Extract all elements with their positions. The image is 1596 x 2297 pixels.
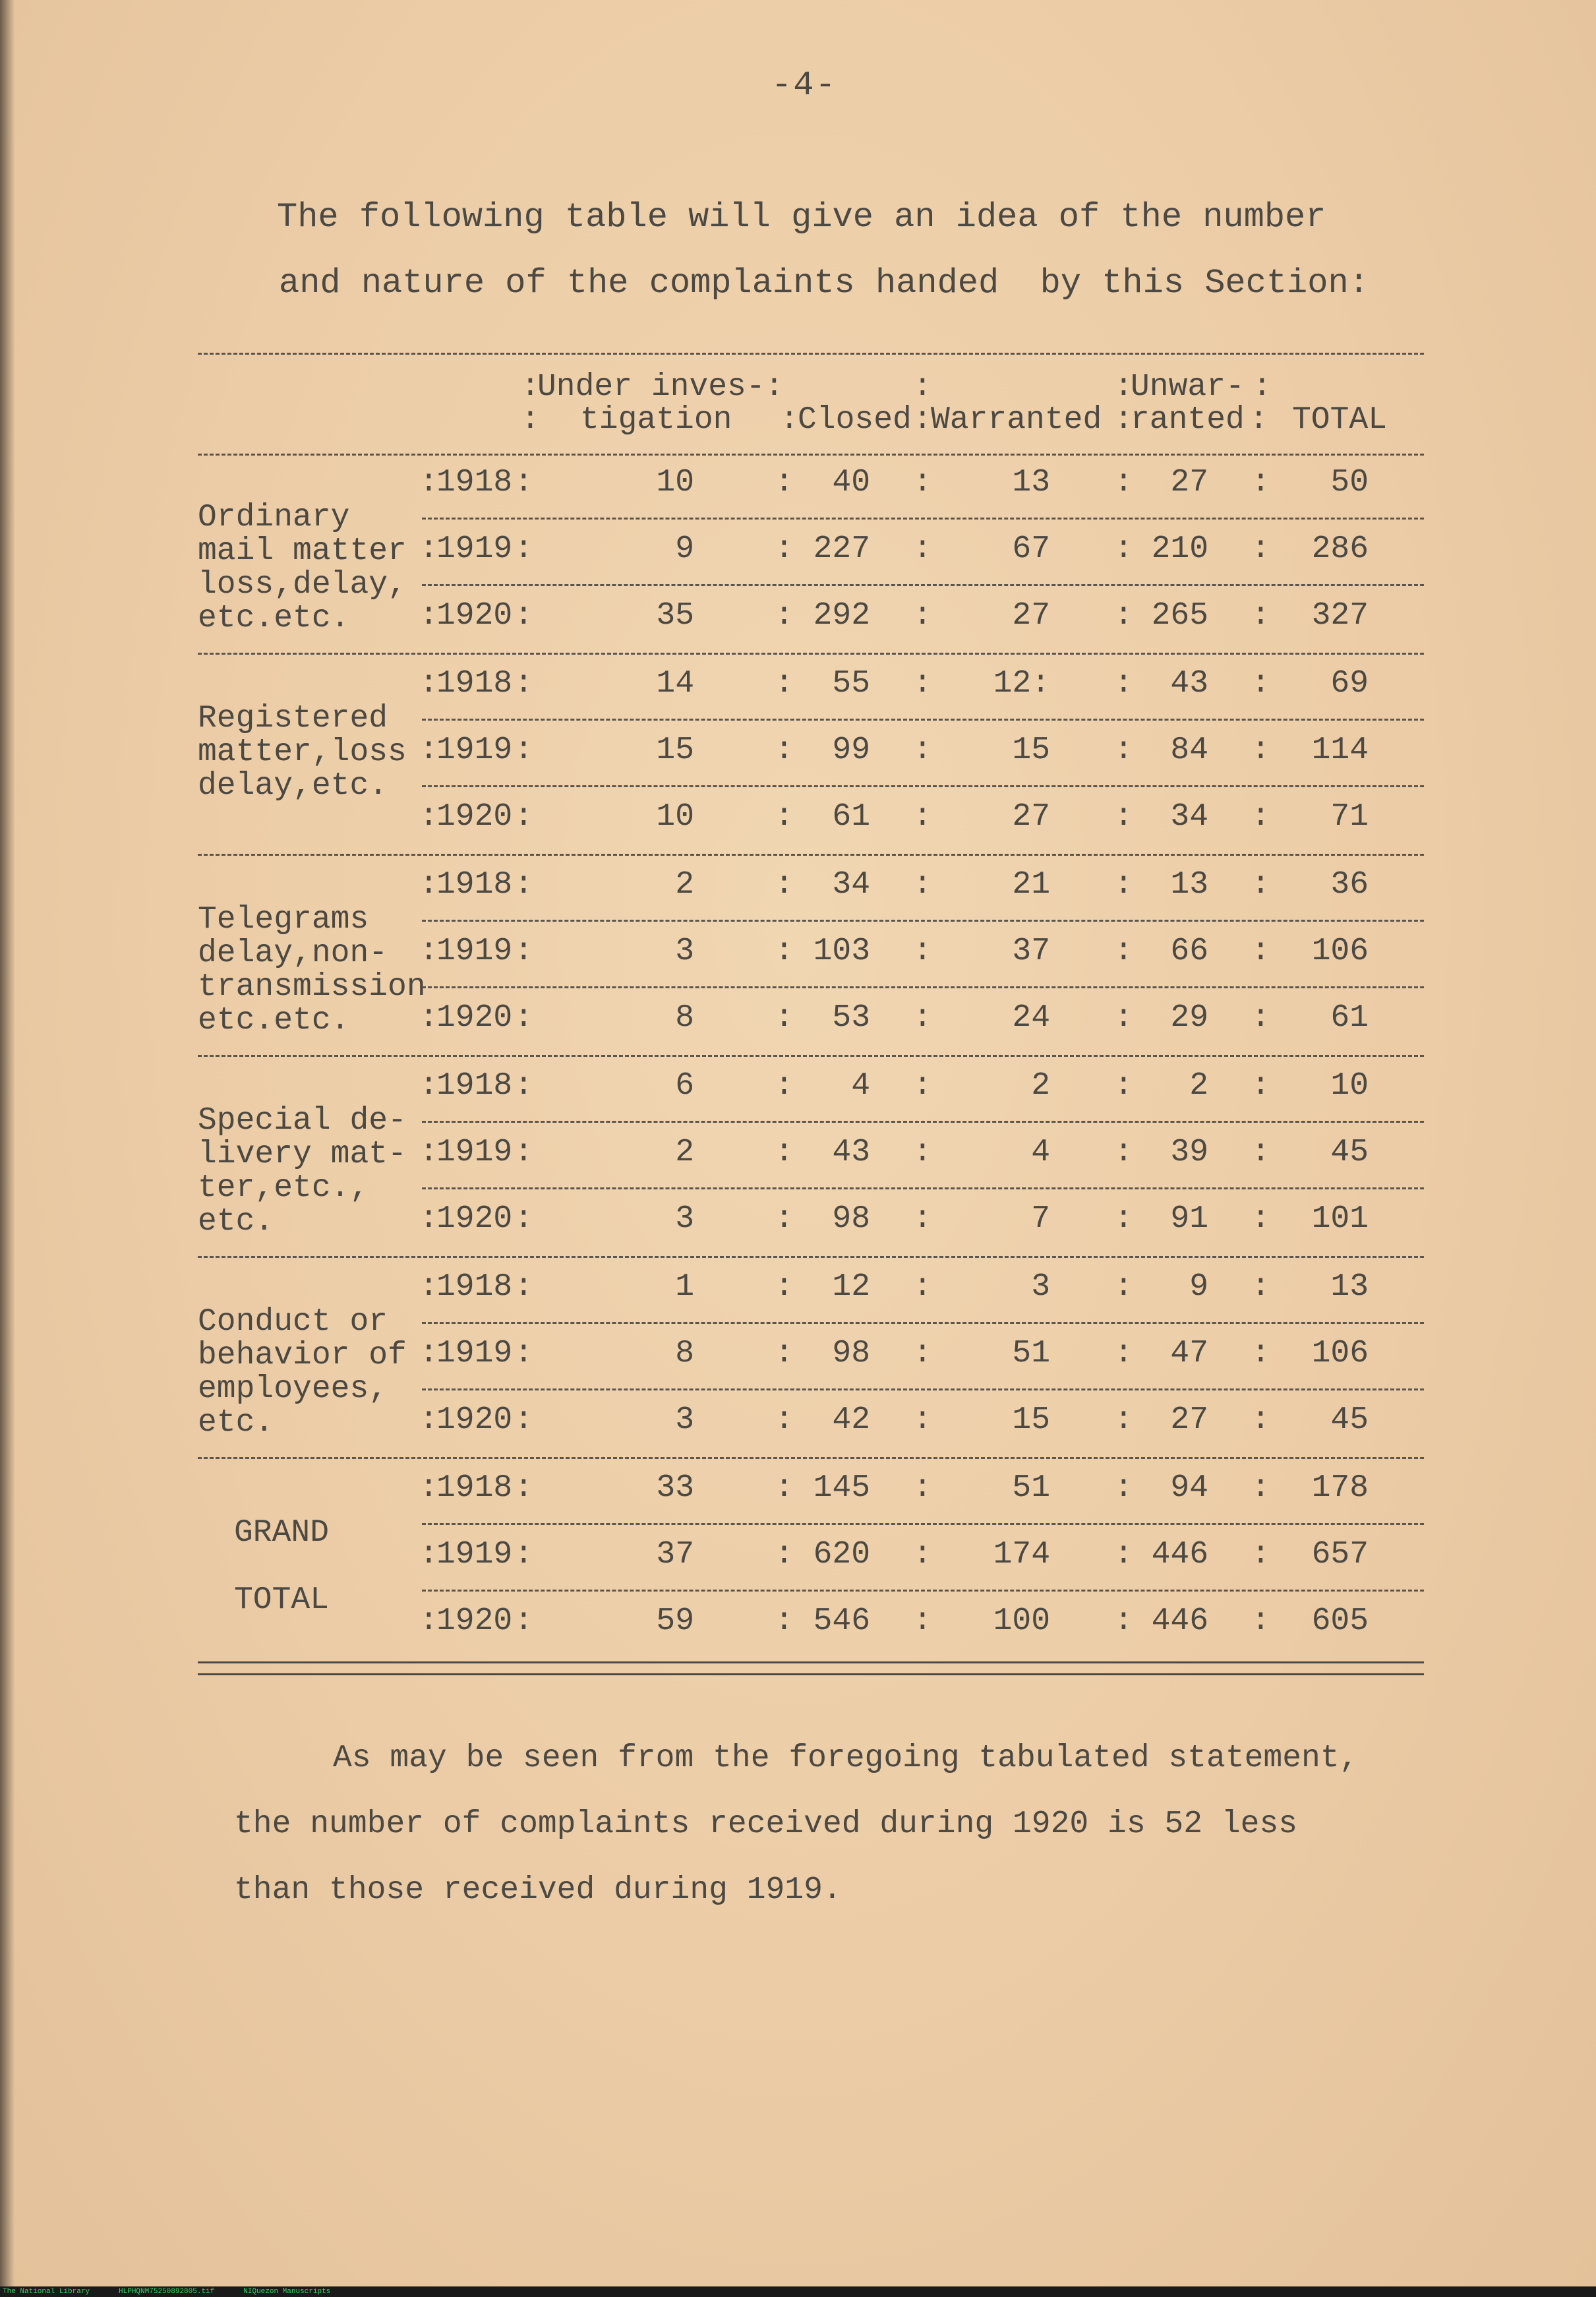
column-separator: : [1114, 1603, 1133, 1639]
column-separator: : [1114, 531, 1133, 567]
category-label-line: TOTAL [234, 1582, 330, 1618]
year-separator: : [514, 799, 533, 835]
closed-cell: 103 [813, 934, 870, 969]
under-cell: 2 [675, 1135, 694, 1170]
closed-cell: 12 [832, 1269, 870, 1305]
year-separator: : [419, 598, 438, 634]
header-unwarranted-line1: Unwar- [1131, 369, 1245, 405]
column-separator: : [1114, 1470, 1133, 1506]
year-cell: 1920 [436, 1000, 513, 1036]
header-closed: Closed [798, 402, 912, 438]
year-separator: : [419, 666, 438, 701]
page-number: -4- [771, 66, 837, 105]
column-separator: : [775, 1537, 794, 1572]
header-separator: : [1114, 402, 1133, 438]
year-separator: : [419, 1068, 438, 1104]
column-separator: : [775, 732, 794, 768]
conclusion-line-2: the number of complaints received during 1920 is 52 less [234, 1806, 1298, 1842]
footer-collection: NIQuezon Manuscripts [243, 2288, 331, 2296]
column-separator: : [1251, 732, 1270, 768]
column-separator: : [775, 1603, 794, 1639]
closed-cell: 99 [832, 732, 870, 768]
column-separator: : [913, 732, 932, 768]
column-separator: : [1114, 465, 1133, 500]
total-cell: 36 [1330, 867, 1369, 903]
row-divider [422, 1523, 1424, 1525]
column-separator: : [913, 1470, 932, 1506]
closed-cell: 40 [832, 465, 870, 500]
year-separator: : [514, 598, 533, 634]
year-separator: : [419, 1470, 438, 1506]
header-separator: : [1114, 369, 1133, 405]
year-cell: 1920 [436, 1402, 513, 1438]
column-separator: : [913, 1269, 932, 1305]
column-separator: : [775, 1000, 794, 1036]
closed-cell: 61 [832, 799, 870, 835]
group-divider [198, 1457, 1424, 1459]
category-label-line: delay,non- [198, 936, 388, 971]
header-under-investigation-line1: Under inves- [537, 369, 765, 405]
closed-cell: 98 [832, 1201, 870, 1237]
column-separator: : [913, 1603, 932, 1639]
warranted-cell: 37 [1012, 934, 1050, 969]
warranted-cell: 12: [993, 666, 1050, 701]
total-cell: 45 [1330, 1402, 1369, 1438]
column-separator: : [775, 1201, 794, 1237]
year-separator: : [514, 1000, 533, 1036]
column-separator: : [1114, 1336, 1133, 1371]
year-cell: 1919 [436, 732, 513, 768]
header-separator: : [913, 402, 932, 438]
column-separator: : [1251, 531, 1270, 567]
category-label-line: etc.etc. [198, 601, 350, 636]
total-cell: 286 [1311, 531, 1369, 567]
scan-footer-bar [0, 2286, 1596, 2297]
year-separator: : [514, 1470, 533, 1506]
unwarranted-cell: 2 [1189, 1068, 1208, 1104]
year-separator: : [419, 1336, 438, 1371]
total-cell: 327 [1311, 598, 1369, 634]
conclusion-line-3: than those received during 1919. [234, 1872, 842, 1908]
year-separator: : [514, 1135, 533, 1170]
total-cell: 657 [1311, 1537, 1369, 1572]
year-cell: 1919 [436, 1135, 513, 1170]
column-separator: : [1251, 1201, 1270, 1237]
header-unwarranted-line2: ranted [1131, 402, 1245, 438]
warranted-cell: 15 [1012, 1402, 1050, 1438]
under-cell: 15 [656, 732, 694, 768]
category-label-line: livery mat- [198, 1137, 407, 1172]
total-cell: 13 [1330, 1269, 1369, 1305]
unwarranted-cell: 446 [1151, 1537, 1208, 1572]
column-separator: : [913, 934, 932, 969]
unwarranted-cell: 91 [1170, 1201, 1208, 1237]
warranted-cell: 13 [1012, 465, 1050, 500]
table-bottom-rule [198, 1661, 1424, 1663]
row-divider [422, 920, 1424, 922]
page-binding-edge [0, 0, 15, 2297]
year-cell: 1920 [436, 1603, 513, 1639]
warranted-cell: 51 [1012, 1336, 1050, 1371]
unwarranted-cell: 47 [1170, 1336, 1208, 1371]
closed-cell: 34 [832, 867, 870, 903]
year-separator: : [419, 1603, 438, 1639]
closed-cell: 292 [813, 598, 870, 634]
year-cell: 1919 [436, 1336, 513, 1371]
unwarranted-cell: 43 [1170, 666, 1208, 701]
year-separator: : [514, 1068, 533, 1104]
column-separator: : [1114, 1269, 1133, 1305]
column-separator: : [1114, 934, 1133, 969]
year-separator: : [419, 1402, 438, 1438]
header-separator: : [521, 369, 540, 405]
footer-library: The National Library [3, 2288, 90, 2296]
closed-cell: 227 [813, 531, 870, 567]
conclusion-line-1: As may be seen from the foregoing tabulated statement, [333, 1741, 1359, 1776]
year-cell: 1918 [436, 465, 513, 500]
category-label-line: ter,etc., [198, 1170, 369, 1206]
column-separator: : [775, 934, 794, 969]
under-cell: 10 [656, 465, 694, 500]
column-separator: : [775, 465, 794, 500]
category-label-line: delay,etc. [198, 768, 388, 804]
total-cell: 605 [1311, 1603, 1369, 1639]
year-separator: : [514, 934, 533, 969]
unwarranted-cell: 29 [1170, 1000, 1208, 1036]
column-separator: : [775, 1068, 794, 1104]
closed-cell: 4 [851, 1068, 870, 1104]
column-separator: : [1114, 1201, 1133, 1237]
year-cell: 1920 [436, 1201, 513, 1237]
category-label-line: GRAND [234, 1515, 330, 1551]
unwarranted-cell: 446 [1151, 1603, 1208, 1639]
total-cell: 101 [1311, 1201, 1369, 1237]
row-divider [422, 986, 1424, 988]
column-separator: : [1251, 1603, 1270, 1639]
year-separator: : [514, 1402, 533, 1438]
category-label-line: etc. [198, 1405, 274, 1441]
unwarranted-cell: 9 [1189, 1269, 1208, 1305]
column-separator: : [775, 1402, 794, 1438]
warranted-cell: 174 [993, 1537, 1050, 1572]
total-cell: 69 [1330, 666, 1369, 701]
under-cell: 35 [656, 598, 694, 634]
column-separator: : [775, 867, 794, 903]
year-separator: : [419, 799, 438, 835]
year-cell: 1919 [436, 531, 513, 567]
under-cell: 59 [656, 1603, 694, 1639]
category-label-line: etc. [198, 1204, 274, 1239]
table-top-rule [198, 353, 1424, 355]
footer-file: HLPHQNM75250892805.tif [119, 2288, 215, 2296]
category-label-line: matter,loss [198, 734, 407, 770]
unwarranted-cell: 13 [1170, 867, 1208, 903]
column-separator: : [1251, 1537, 1270, 1572]
row-divider [422, 584, 1424, 586]
column-separator: : [1251, 666, 1270, 701]
year-separator: : [419, 1000, 438, 1036]
row-divider [422, 1187, 1424, 1189]
year-separator: : [419, 465, 438, 500]
column-separator: : [1251, 1402, 1270, 1438]
column-separator: : [1114, 1402, 1133, 1438]
row-divider [422, 518, 1424, 520]
year-separator: : [514, 465, 533, 500]
column-separator: : [913, 1201, 932, 1237]
column-separator: : [1251, 799, 1270, 835]
column-separator: : [913, 598, 932, 634]
total-cell: 10 [1330, 1068, 1369, 1104]
header-bottom-rule [198, 454, 1424, 456]
warranted-cell: 3 [1031, 1269, 1050, 1305]
column-separator: : [913, 1402, 932, 1438]
year-cell: 1918 [436, 1068, 513, 1104]
total-cell: 50 [1330, 465, 1369, 500]
total-cell: 114 [1311, 732, 1369, 768]
column-separator: : [1251, 1135, 1270, 1170]
year-separator: : [514, 1537, 533, 1572]
column-separator: : [913, 1135, 932, 1170]
column-separator: : [1251, 1000, 1270, 1036]
intro-line-2: and nature of the complaints handed by this Section: [279, 264, 1369, 303]
row-divider [422, 1121, 1424, 1123]
closed-cell: 43 [832, 1135, 870, 1170]
total-cell: 178 [1311, 1470, 1369, 1506]
warranted-cell: 27 [1012, 598, 1050, 634]
year-separator: : [514, 1336, 533, 1371]
column-separator: : [913, 799, 932, 835]
warranted-cell: 51 [1012, 1470, 1050, 1506]
column-separator: : [1114, 666, 1133, 701]
year-separator: : [514, 867, 533, 903]
category-label-line: mail matter [198, 533, 407, 569]
unwarranted-cell: 39 [1170, 1135, 1208, 1170]
column-separator: : [913, 1537, 932, 1572]
year-separator: : [419, 867, 438, 903]
column-separator: : [1114, 799, 1133, 835]
total-cell: 61 [1330, 1000, 1369, 1036]
header-separator: : [913, 369, 932, 405]
closed-cell: 53 [832, 1000, 870, 1036]
under-cell: 3 [675, 1402, 694, 1438]
category-label-line: Telegrams [198, 902, 369, 938]
total-cell: 106 [1311, 1336, 1369, 1371]
group-divider [198, 1055, 1424, 1057]
year-cell: 1920 [436, 598, 513, 634]
warranted-cell: 4 [1031, 1135, 1050, 1170]
closed-cell: 620 [813, 1537, 870, 1572]
column-separator: : [1251, 1068, 1270, 1104]
unwarranted-cell: 66 [1170, 934, 1208, 969]
column-separator: : [913, 1336, 932, 1371]
column-separator: : [775, 666, 794, 701]
column-separator: : [1114, 1537, 1133, 1572]
under-cell: 1 [675, 1269, 694, 1305]
warranted-cell: 15 [1012, 732, 1050, 768]
year-separator: : [419, 1269, 438, 1305]
year-separator: : [419, 531, 438, 567]
under-cell: 2 [675, 867, 694, 903]
under-cell: 3 [675, 1201, 694, 1237]
column-separator: : [1114, 1135, 1133, 1170]
column-separator: : [775, 598, 794, 634]
column-separator: : [1114, 867, 1133, 903]
year-cell: 1919 [436, 1537, 513, 1572]
year-cell: 1918 [436, 1470, 513, 1506]
column-separator: : [913, 531, 932, 567]
under-cell: 10 [656, 799, 694, 835]
closed-cell: 546 [813, 1603, 870, 1639]
warranted-cell: 67 [1012, 531, 1050, 567]
column-separator: : [1251, 934, 1270, 969]
header-separator: : [765, 369, 784, 405]
header-warranted: Warranted [931, 402, 1102, 438]
year-cell: 1920 [436, 799, 513, 835]
year-separator: : [514, 1269, 533, 1305]
category-label-line: Conduct or [198, 1304, 388, 1340]
table-bottom-rule-double [198, 1673, 1424, 1675]
year-separator: : [514, 732, 533, 768]
under-cell: 8 [675, 1336, 694, 1371]
row-divider [422, 1322, 1424, 1324]
year-separator: : [514, 1201, 533, 1237]
year-cell: 1918 [436, 867, 513, 903]
header-separator: : [780, 402, 799, 438]
row-divider [422, 719, 1424, 721]
intro-line-1: The following table will give an idea of the number [277, 198, 1326, 237]
row-divider [422, 1590, 1424, 1592]
column-separator: : [1114, 598, 1133, 634]
column-separator: : [1251, 1269, 1270, 1305]
year-separator: : [419, 1537, 438, 1572]
column-separator: : [1251, 465, 1270, 500]
warranted-cell: 24 [1012, 1000, 1050, 1036]
column-separator: : [913, 1000, 932, 1036]
header-separator: : [521, 402, 540, 438]
column-separator: : [1114, 1068, 1133, 1104]
year-separator: : [514, 1603, 533, 1639]
row-divider [422, 785, 1424, 787]
closed-cell: 145 [813, 1470, 870, 1506]
warranted-cell: 21 [1012, 867, 1050, 903]
unwarranted-cell: 27 [1170, 465, 1208, 500]
category-label-line: loss,delay, [198, 567, 407, 603]
closed-cell: 42 [832, 1402, 870, 1438]
under-cell: 37 [656, 1537, 694, 1572]
unwarranted-cell: 27 [1170, 1402, 1208, 1438]
under-cell: 9 [675, 531, 694, 567]
column-separator: : [1114, 732, 1133, 768]
column-separator: : [913, 465, 932, 500]
under-cell: 14 [656, 666, 694, 701]
year-separator: : [419, 1135, 438, 1170]
header-separator: : [1249, 402, 1268, 438]
warranted-cell: 2 [1031, 1068, 1050, 1104]
unwarranted-cell: 265 [1151, 598, 1208, 634]
under-cell: 33 [656, 1470, 694, 1506]
year-separator: : [419, 934, 438, 969]
year-separator: : [419, 1201, 438, 1237]
year-separator: : [514, 666, 533, 701]
warranted-cell: 100 [993, 1603, 1050, 1639]
closed-cell: 55 [832, 666, 870, 701]
unwarranted-cell: 210 [1151, 531, 1208, 567]
under-cell: 3 [675, 934, 694, 969]
column-separator: : [775, 1269, 794, 1305]
under-cell: 6 [675, 1068, 694, 1104]
column-separator: : [913, 867, 932, 903]
column-separator: : [1114, 1000, 1133, 1036]
row-divider [422, 1388, 1424, 1390]
warranted-cell: 7 [1031, 1201, 1050, 1237]
unwarranted-cell: 94 [1170, 1470, 1208, 1506]
group-divider [198, 653, 1424, 655]
warranted-cell: 27 [1012, 799, 1050, 835]
category-label-line: Ordinary [198, 500, 350, 535]
column-separator: : [1251, 867, 1270, 903]
unwarranted-cell: 84 [1170, 732, 1208, 768]
column-separator: : [913, 1068, 932, 1104]
header-total: TOTAL [1292, 402, 1388, 438]
category-label-line: etc.etc. [198, 1003, 350, 1038]
group-divider [198, 1256, 1424, 1258]
column-separator: : [775, 531, 794, 567]
category-label-line: Special de- [198, 1103, 407, 1139]
total-cell: 106 [1311, 934, 1369, 969]
year-cell: 1918 [436, 1269, 513, 1305]
column-separator: : [775, 1336, 794, 1371]
column-separator: : [913, 666, 932, 701]
column-separator: : [775, 1135, 794, 1170]
column-separator: : [1251, 1336, 1270, 1371]
year-cell: 1919 [436, 934, 513, 969]
category-label-line: behavior of [198, 1338, 407, 1373]
header-under-investigation-line2: tigation [580, 402, 732, 438]
column-separator: : [775, 1470, 794, 1506]
year-cell: 1918 [436, 666, 513, 701]
column-separator: : [1251, 598, 1270, 634]
category-label-line: transmission [198, 969, 426, 1005]
column-separator: : [1251, 1470, 1270, 1506]
category-label-line: employees, [198, 1371, 388, 1407]
unwarranted-cell: 34 [1170, 799, 1208, 835]
header-separator: : [1253, 369, 1272, 405]
group-divider [198, 854, 1424, 856]
year-separator: : [419, 732, 438, 768]
closed-cell: 98 [832, 1336, 870, 1371]
category-label-line: Registered [198, 701, 388, 736]
total-cell: 45 [1330, 1135, 1369, 1170]
under-cell: 8 [675, 1000, 694, 1036]
year-separator: : [514, 531, 533, 567]
column-separator: : [775, 799, 794, 835]
total-cell: 71 [1330, 799, 1369, 835]
